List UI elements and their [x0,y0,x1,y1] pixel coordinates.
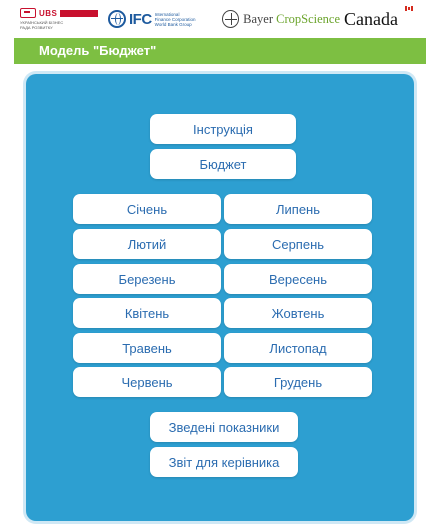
instruction-button[interactable]: Інструкція [150,114,296,144]
ubs-logo: UBS УКРАЇНСЬКИЙ БІЗНЕС РАДА РОЗВИТКУ [20,8,100,30]
month-button-august[interactable]: Серпень [224,229,372,259]
month-button-december[interactable]: Грудень [224,367,372,397]
summary-indicators-button[interactable]: Зведені показники [150,412,298,442]
manager-report-button[interactable]: Звіт для керівника [150,447,298,477]
month-button-march[interactable]: Березень [73,264,221,294]
month-button-april[interactable]: Квітень [73,298,221,328]
ubs-mark-icon [20,8,36,18]
month-button-november[interactable]: Листопад [224,333,372,363]
canada-flag-icon [405,6,413,11]
canada-logo: Canada [344,8,420,30]
month-button-july[interactable]: Липень [224,194,372,224]
ifc-logo: IFC International Finance Corporation World Bank Group [108,8,216,30]
menu-panel [26,74,414,521]
title-bar [14,38,426,64]
bayer-cross-icon [222,10,239,28]
globe-icon [108,10,126,28]
month-button-october[interactable]: Жовтень [224,298,372,328]
month-button-january[interactable]: Січень [73,194,221,224]
logo-bar [0,0,440,38]
month-button-february[interactable]: Лютий [73,229,221,259]
month-button-june[interactable]: Червень [73,367,221,397]
month-button-may[interactable]: Травень [73,333,221,363]
budget-button[interactable]: Бюджет [150,149,296,179]
bayer-logo: Bayer CropScience [222,8,340,30]
month-button-september[interactable]: Вересень [224,264,372,294]
page-title: Модель "Бюджет" [39,43,157,58]
